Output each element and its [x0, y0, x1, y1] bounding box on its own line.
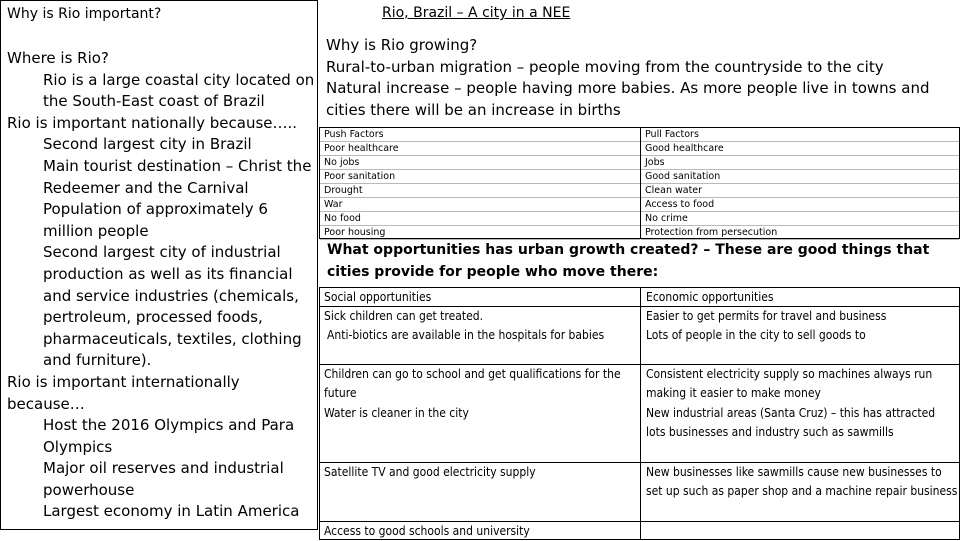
national-line: Redeemer and the Carnival [43, 178, 249, 197]
where-section [7, 48, 317, 523]
push-factor: Drought [320, 184, 640, 198]
economic-opportunity: New businesses like sawmills cause new businesses to set up such as paper shop and a machine repair business [646, 465, 958, 498]
pull-factor: Clean water [641, 184, 959, 198]
factors-table [319, 127, 960, 239]
push-factor: War [320, 198, 640, 212]
economic-opportunity: Lots of people in the city to sell goods to [646, 328, 866, 342]
push-factor: Poor housing [320, 226, 640, 240]
social-opportunity: Satellite TV and good electricity supply [324, 465, 536, 479]
national-line: million people [43, 221, 149, 240]
pull-factors-header: Pull Factors [641, 128, 959, 142]
national-line: and furniture). [43, 351, 152, 370]
push-factor: Poor sanitation [320, 170, 640, 184]
social-opportunity: Children can go to school and get qualifications for the future [324, 367, 621, 400]
social-opportunities-header: Social opportunities [324, 290, 432, 304]
growth-section [326, 35, 956, 121]
where-line: the South-East coast of Brazil [43, 92, 265, 111]
national-heading: Rio is important nationally because….. [7, 113, 298, 132]
national-line: pertroleum, processed foods, [43, 308, 263, 327]
national-line: Population of approximately 6 [43, 200, 268, 219]
international-line: Olympics [43, 437, 113, 456]
pull-factor: Good healthcare [641, 142, 959, 156]
pull-factor: No crime [641, 212, 959, 226]
international-line: Host the 2016 Olympics and Para [43, 416, 295, 435]
international-line: Major oil reserves and industrial [43, 459, 284, 478]
international-line: Largest economy in Latin America [43, 502, 300, 521]
economic-opportunity: Easier to get permits for travel and business [646, 309, 887, 323]
opportunities-divider [640, 288, 641, 539]
national-line: production as well as its financial [43, 264, 293, 283]
economic-opportunity: New industrial areas (Santa Cruz) – this has attracted lots businesses and industry such as sawmills [646, 406, 936, 439]
international-line: powerhouse [43, 480, 135, 499]
pull-factor: Protection from persecution [641, 226, 959, 240]
national-line: pharmaceuticals, textiles, clothing [43, 329, 302, 348]
social-opportunity: Anti-biotics are available in the hospitals for babies [327, 328, 605, 342]
push-factors-column [320, 128, 640, 240]
growth-heading: Why is Rio growing? [326, 36, 478, 54]
social-opportunity: Water is cleaner in the city [324, 406, 469, 420]
push-factor: No food [320, 212, 640, 226]
where-heading: Where is Rio? [7, 49, 109, 67]
economic-opportunities-header: Economic opportunities [646, 290, 774, 304]
international-heading: Rio is important internationally because… [7, 372, 240, 413]
pull-factor: Access to food [641, 198, 959, 212]
push-factor: No jobs [320, 156, 640, 170]
growth-line: Rural-to-urban migration – people moving from the countryside to the city [326, 57, 884, 76]
national-line: Main tourist destination – Christ the [43, 156, 312, 175]
social-opportunity: Access to good schools and university [324, 524, 530, 538]
growth-line: Natural increase – people having more babies. As more people live in towns and cities there will be an increase in births [326, 79, 930, 119]
where-line: Rio is a large coastal city located on [43, 70, 315, 89]
economic-opportunity: Consistent electricity supply so machines always run making it easier to make money [646, 367, 933, 400]
national-line: and service industries (chemicals, [43, 286, 299, 305]
national-line: Second largest city of industrial [43, 243, 281, 262]
pull-factors-column [641, 128, 959, 240]
social-opportunity: Sick children can get treated. [324, 309, 483, 323]
push-factor: Poor healthcare [320, 142, 640, 156]
push-factors-header: Push Factors [320, 128, 640, 142]
left-panel-title: Why is Rio important? [7, 6, 162, 22]
national-line: Second largest city in Brazil [43, 135, 252, 154]
opportunities-heading: What opportunities has urban growth created? – These are good things that cities provide for people who move there: [327, 242, 930, 280]
opportunities-table [319, 287, 960, 540]
pull-factor: Jobs [641, 156, 959, 170]
pull-factor: Good sanitation [641, 170, 959, 184]
main-title: Rio, Brazil – A city in a NEE [382, 5, 571, 21]
